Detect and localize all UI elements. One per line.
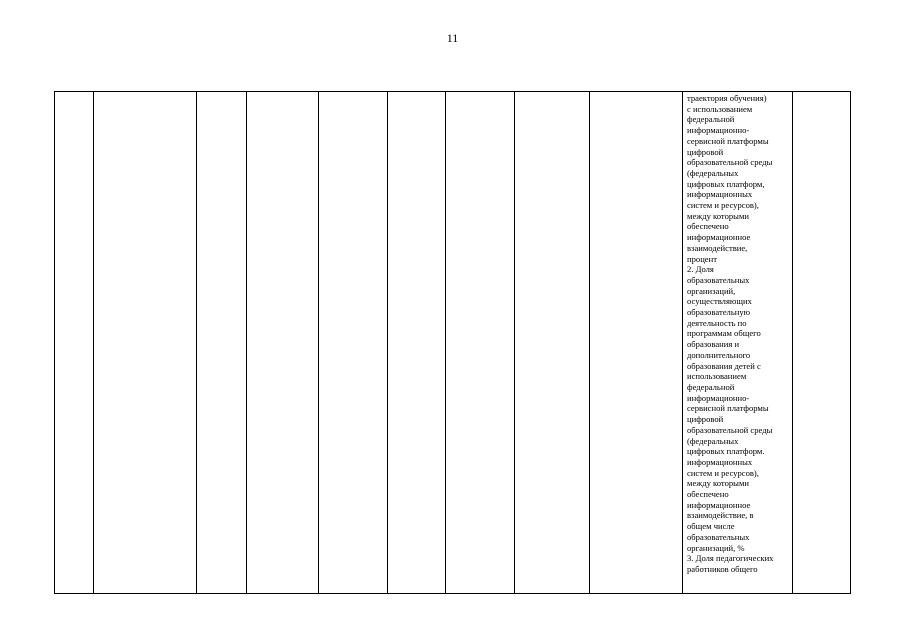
indicator-line: обеспечено	[687, 221, 729, 232]
indicator-line: 3. Доля педагогических	[687, 553, 774, 564]
indicator-line: цифровой	[687, 414, 724, 425]
indicator-line: цифровых платформ.	[687, 446, 765, 457]
indicator-line: образовательную	[687, 307, 751, 318]
indicator-line: информационных	[687, 189, 753, 200]
indicator-line: систем и ресурсов),	[687, 467, 759, 478]
indicator-line: образования и	[687, 339, 740, 350]
indicator-line: образования детей с	[687, 360, 761, 371]
indicator-line: образовательной среды	[687, 157, 773, 168]
table-cell-3	[197, 92, 247, 594]
indicator-line: между которыми	[687, 210, 749, 221]
indicator-line: информационное	[687, 499, 751, 510]
table-cell-9	[590, 92, 683, 594]
indicator-line: образовательных	[687, 531, 750, 542]
indicator-line: образовательных	[687, 274, 750, 285]
document-table	[54, 91, 851, 594]
indicator-line: информационное	[687, 232, 751, 243]
indicator-line: программам общего	[687, 328, 761, 339]
indicator-line: траектория обучения)	[687, 93, 767, 103]
indicator-text	[683, 92, 792, 575]
indicator-line: использованием	[687, 371, 747, 382]
indicator-line: взаимодействие,	[687, 242, 748, 253]
indicator-cell	[683, 92, 793, 594]
indicator-line: информационно-	[687, 392, 750, 403]
indicator-line: образовательной среды	[687, 424, 773, 435]
indicator-line: цифровой	[687, 146, 724, 157]
table-cell-7	[446, 92, 515, 594]
indicator-line: организаций, %	[687, 542, 745, 553]
indicator-line: работников общего	[687, 563, 758, 574]
indicator-line: сервисной платформы	[687, 135, 769, 146]
indicator-line: осуществляющих	[687, 296, 752, 307]
table-row	[55, 92, 851, 594]
indicator-line: (федеральных	[687, 435, 739, 446]
table-cell-1	[55, 92, 94, 594]
table-cell-4	[247, 92, 319, 594]
indicator-line: (федеральных	[687, 167, 739, 178]
indicator-line: взаимодействие, в	[687, 510, 754, 521]
indicator-line: цифровых платформ,	[687, 178, 765, 189]
indicator-line: общем числе	[687, 521, 735, 532]
indicator-line: с использованием	[687, 103, 753, 114]
indicator-line: между которыми	[687, 478, 749, 489]
indicator-line: сервисной платформы	[687, 403, 769, 414]
table-cell-5	[319, 92, 388, 594]
indicator-line: федеральной	[687, 114, 735, 125]
table-cell-6	[388, 92, 446, 594]
indicator-line: федеральной	[687, 381, 735, 392]
page-number: 11	[446, 31, 459, 45]
indicator-line: обеспечено	[687, 489, 729, 500]
table-cell-11	[793, 92, 851, 594]
indicator-line: информационных	[687, 456, 753, 467]
indicator-line: процент	[687, 253, 717, 264]
indicator-line: дополнительного	[687, 349, 751, 360]
indicator-line: организаций,	[687, 285, 736, 296]
indicator-line: информационно-	[687, 125, 750, 136]
indicator-line: деятельность по	[687, 317, 747, 328]
indicator-line: 2. Доля	[687, 264, 714, 275]
table-cell-2	[94, 92, 197, 594]
table-cell-8	[515, 92, 590, 594]
indicator-line: систем и ресурсов),	[687, 200, 759, 211]
